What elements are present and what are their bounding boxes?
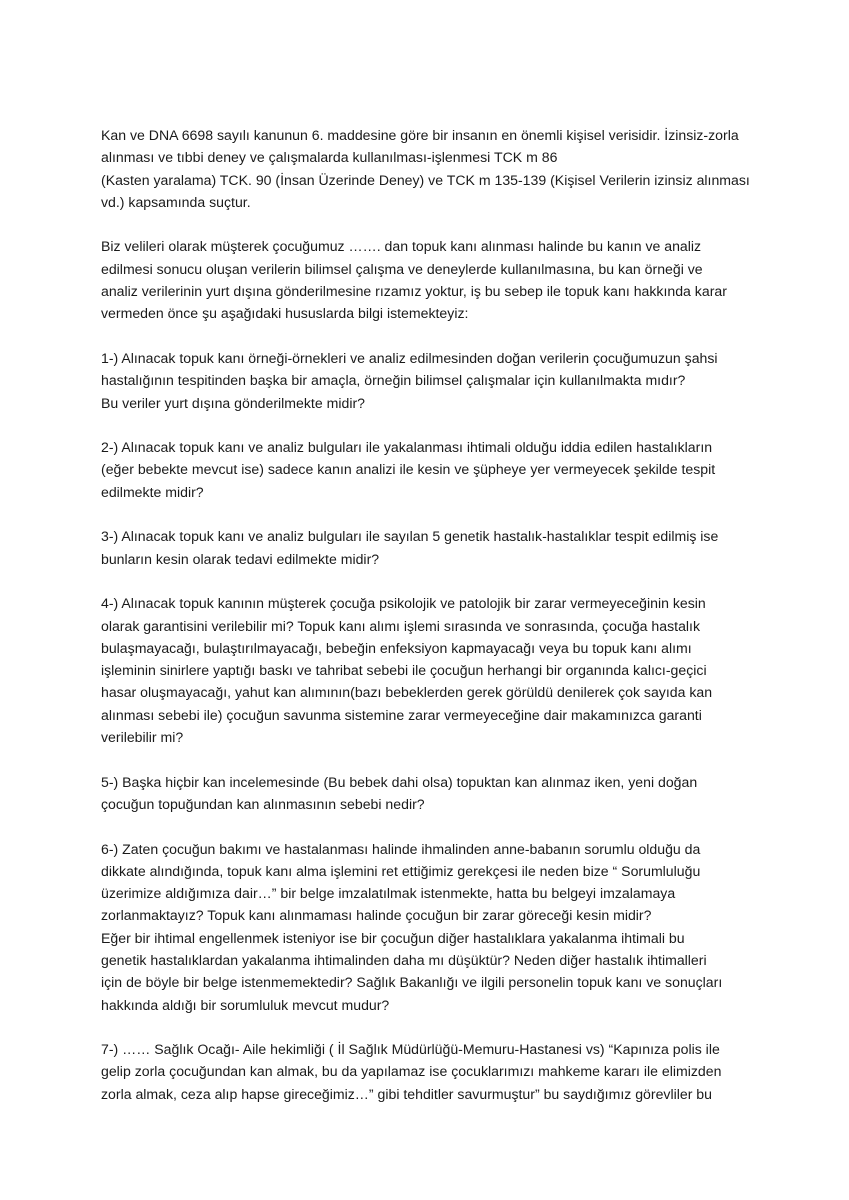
text-line: için de böyle bir belge istenmemektedir? Sağlık Bakanlığı ve ilgili personelin topuk kanı ve sonuçları [101, 974, 723, 991]
text-line: 7-) …… Sağlık Ocağı- Aile hekimliği ( İl Sağlık Müdürlüğü-Memuru-Hastanesi vs) “Kapınıza polis ile [101, 1041, 720, 1058]
text-line: zorlanmaktayız? Topuk kanı alınmaması halinde çocuğun bir zarar göreceği kesin midir? [101, 907, 652, 924]
text-line: Kan ve DNA 6698 sayılı kanunun 6. maddesine göre bir insanın en önemli kişisel verisidir. İzinsiz-zorla [101, 127, 739, 143]
text-line: 5-) Başka hiçbir kan incelemesinde (Bu bebek dahi olsa) topuktan kan alınmaz iken, yeni doğan [101, 773, 698, 790]
paragraph-question-2 [101, 436, 763, 503]
paragraph-question-4 [101, 592, 763, 748]
text-line: olarak garantisini verilebilir mi? Topuk kanı alımı işlemi sırasında ve sonrasında, çocuğa hastalık [101, 617, 701, 634]
text-line: vd.) kapsamında suçtur. [101, 193, 251, 210]
text-line: Bu veriler yurt dışına gönderilmekte midir? [101, 394, 365, 411]
text-line: işleminin sinirlere yaptığı baskı ve tahribat sebebi ile çocuğun herhangi bir organında kalıcı-geçici [101, 662, 707, 679]
paragraph-legal-intro [101, 124, 763, 213]
text-line: hasar oluşmayacağı, yahut kan alımının(bazı bebeklerden gerek görüldü denilerek çok sayıda kan [101, 684, 713, 701]
text-line: alınması ve tıbbi deney ve çalışmalarda kullanılması-işlenmesi TCK m 86 [101, 149, 558, 166]
text-line: analiz verilerinin yurt dışına gönderilmesine rızamız yoktur, iş bu sebep ile topuk kanı hakkında karar [101, 283, 727, 300]
text-line: Eğer bir ihtimal engellenmek isteniyor ise bir çocuğun diğer hastalıklara yakalanma ihtimali bu [101, 929, 685, 946]
text-line: bunların kesin olarak tedavi edilmekte midir? [101, 550, 380, 567]
text-line: genetik hastalıklardan yakalanma ihtimalinden daha mı düşüktür? Neden diğer hastalık ihtimalleri [101, 951, 707, 968]
paragraph-question-7 [101, 1038, 763, 1105]
paragraph-parents-statement [101, 235, 763, 324]
text-line: hastalığının tespitinden başka bir amaçla, örneğin bilimsel çalışmalar için kullanılmakta mıdır? [101, 372, 686, 389]
text-line: Biz velileri olarak müşterek çocuğumuz ……. dan topuk kanı alınması halinde bu kanın ve analiz [101, 238, 702, 255]
text-line: dikkate alındığında, topuk kanı alma işlemini ret ettiğimiz gerekçesi ile neden bize “ Sorumluluğu [101, 862, 701, 879]
paragraph-question-1 [101, 347, 763, 414]
text-line: zorla almak, ceza alıp hapse gireceğimiz…” gibi tehditler savurmuştur” bu saydığımız görevliler bu [101, 1085, 712, 1102]
text-line: (eğer bebekte mevcut ise) sadece kanın analizi ile kesin ve şüpheye yer vermeyecek şekilde tespit [101, 461, 716, 478]
text-line: çocuğun topuğundan kan alınmasının sebebi nedir? [101, 795, 425, 812]
text-line: 1-) Alınacak topuk kanı örneği-örnekleri ve analiz edilmesinden doğan verilerin çocuğumuzun şahsi [101, 349, 718, 366]
paragraph-question-3 [101, 525, 763, 570]
text-line: üzerimize aldığımıza dair…” bir belge imzalatılmak istenmekte, hatta bu belgeyi imzalamaya [101, 885, 676, 902]
text-line: hakkında aldığı bir sorumluluk mevcut mudur? [101, 996, 390, 1013]
text-line: gelip zorla çocuğundan kan almak, bu da yapılamaz ise çocuklarımızı mahkeme kararı ile elimizden [101, 1063, 722, 1080]
text-line: 2-) Alınacak topuk kanı ve analiz bulguları ile yakalanması ihtimali olduğu iddia edilen hastalıkların [101, 439, 713, 456]
text-line: alınması sebebi ile) çocuğun savunma sistemine zarar vermeyeceğine dair makamınızca garanti [101, 706, 702, 723]
text-line: verilebilir mi? [101, 729, 184, 746]
text-line: edilmesi sonucu oluşan verilerin bilimsel çalışma ve deneylerde kullanılmasına, bu kan örneği ve [101, 260, 703, 277]
text-line: bulaşmayacağı, bulaştırılmayacağı, bebeğin enfeksiyon kapmayacağı veya bu topuk kanı alımı [101, 639, 692, 656]
paragraph-question-6 [101, 838, 763, 1016]
text-line: vermeden önce şu aşağıdaki hususlarda bilgi istemekteyiz: [101, 305, 469, 322]
text-line: edilmekte midir? [101, 483, 204, 500]
text-line: (Kasten yaralama) TCK. 90 (İnsan Üzerinde Deney) ve TCK m 135-139 (Kişisel Verilerin izinsiz alınması [101, 171, 750, 188]
text-line: 4-) Alınacak topuk kanının müşterek çocuğa psikolojik ve patolojik bir zarar vermeyeceğinin kesin [101, 595, 706, 612]
paragraph-question-5 [101, 771, 763, 816]
text-line: 6-) Zaten çocuğun bakımı ve hastalanması halinde ihmalinden anne-babanın sorumlu olduğu da [101, 840, 701, 857]
text-line: 3-) Alınacak topuk kanı ve analiz bulguları ile sayılan 5 genetik hastalık-hastalıklar tespit edilmiş ise [101, 528, 719, 545]
